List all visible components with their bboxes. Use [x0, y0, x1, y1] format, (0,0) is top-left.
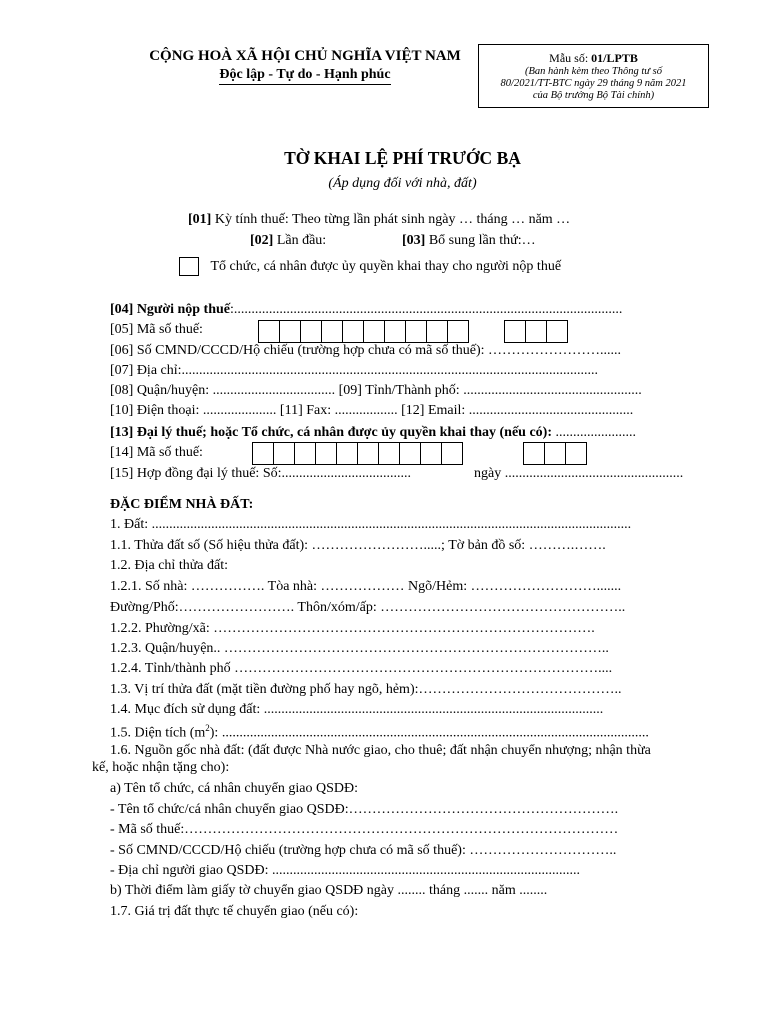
transferor-id-card-line: - Số CMND/CCCD/Hộ chiếu (trường hợp chưa có mã số thuế): …………………………..: [110, 843, 617, 858]
form-code-box: [478, 44, 709, 108]
origin-line-cont: kế, hoặc nhận tặng cho):: [92, 760, 230, 775]
ward-line: 1.2.2. Phường/xã: ……………………………………………………………………….: [110, 621, 595, 636]
national-motto: [130, 48, 480, 85]
district-line: 1.2.3. Quận/huyện.. ………………………………………………………………………..: [110, 641, 609, 656]
form-note-line1: (Ban hành kèm theo Thông tư số: [525, 66, 662, 77]
form-note-line3: của Bộ trưởng Bộ Tài chính): [532, 90, 655, 101]
tax-id-label: [05] Mã số thuế:: [110, 322, 203, 337]
supplement-line: [03] Bổ sung lần thứ:…: [402, 233, 536, 248]
agent-tax-id-branch-boxes[interactable]: [523, 442, 586, 465]
transferor-address-line: - Địa chỉ người giao QSDĐ: ........................................................................................: [110, 863, 580, 878]
parcel-number-line: 1.1. Thửa đất số (Số hiệu thửa đất): …………………….....; Tờ bản đồ số: ……….…….: [110, 538, 606, 553]
address-line: [07] Địa chỉ:.......................................................................................................................: [110, 363, 599, 378]
parcel-address-heading: 1.2. Địa chỉ thửa đất:: [110, 558, 229, 573]
street-line: Đường/Phố:……………………. Thôn/xóm/ấp: ……………………………………………..: [110, 600, 626, 615]
tax-id-boxes[interactable]: [258, 320, 468, 343]
authorized-line: [179, 257, 561, 276]
house-number-line: 1.2.1. Số nhà: ……………. Tòa nhà: ……………… Ngõ/Hẻm: ……………………….......: [110, 579, 622, 594]
document-title: TỜ KHAI LỆ PHÍ TRƯỚC BẠ: [284, 148, 521, 168]
land-heading: ĐẶC ĐIỂM NHÀ ĐẤT:: [110, 497, 254, 512]
tax-period-line: [01] Kỳ tính thuế: Theo từng lần phát sinh ngày … tháng … năm …: [188, 212, 571, 227]
land-purpose-line: 1.4. Mục đích sử dụng đất: .................................................................................................: [110, 702, 604, 717]
country-name: CỘNG HOÀ XÃ HỘI CHỦ NGHĨA VIỆT NAM: [149, 48, 461, 64]
national-slogan: Độc lập - Tự do - Hạnh phúc: [219, 67, 390, 85]
id-card-line: [06] Số CMND/CCCD/Hộ chiếu (trường hợp chưa có mã số thuế): ……………………......: [110, 343, 621, 358]
authorized-label: Tổ chức, cá nhân được ủy quyền khai thay cho người nộp thuế: [210, 258, 562, 274]
transferor-tax-id-line: - Mã số thuế:…………………………………………………………………………………: [110, 822, 619, 837]
taxpayer-line: [04] Người nộp thuế:...............................................................................................................: [110, 302, 623, 317]
transfer-date-line: b) Thời điểm làm giấy tờ chuyển giao QSDĐ ngày ........ tháng ....... năm ........: [110, 883, 548, 898]
contract-line: [15] Hợp đồng đại lý thuế: Số:.....................................: [110, 466, 411, 481]
transferor-heading: a) Tên tổ chức, cá nhân chuyển giao QSDĐ:: [110, 781, 358, 796]
agent-tax-id-boxes[interactable]: [252, 442, 462, 465]
agent-line: [13] Đại lý thuế; hoặc Tổ chức, cá nhân được ủy quyền khai thay (nếu có): .......................: [110, 425, 637, 440]
document-subtitle: (Áp dụng đối với nhà, đất): [328, 176, 477, 191]
transfer-value-line: 1.7. Giá trị đất thực tế chuyển giao (nếu có):: [110, 904, 359, 919]
phone-fax-email-line: [10] Điện thoại: ..................... [11] Fax: .................. [12] Email: ...............................................: [110, 403, 634, 418]
land-line: 1. Đất: .........................................................................................................................................: [110, 517, 632, 532]
agent-tax-id-label: [14] Mã số thuế:: [110, 445, 203, 460]
tax-id-branch-boxes[interactable]: [504, 320, 567, 343]
contract-date: ngày ...................................................: [474, 466, 684, 481]
first-time-line: [02] Lần đầu:: [250, 233, 327, 248]
province-line: 1.2.4. Tỉnh/thành phố ……………………………………………………………………....: [110, 661, 613, 676]
parcel-position-line: 1.3. Vị trí thửa đất (mặt tiền đường phố hay ngõ, hẻm):……………………………………..: [110, 682, 622, 697]
authorized-checkbox[interactable]: [179, 257, 199, 276]
form-code: Mẫu số: 01/LPTB: [549, 51, 638, 65]
form-note-line2: 80/2021/TT-BTC ngày 29 tháng 9 năm 2021: [500, 78, 687, 89]
transferor-name-line: - Tên tổ chức/cá nhân chuyển giao QSDĐ:………………………………………………….: [110, 802, 619, 817]
origin-line: 1.6. Nguồn gốc nhà đất: (đất được Nhà nước giao, cho thuê; đất nhận chuyển nhượng; nhận thừa: [110, 743, 651, 758]
area-line: 1.5. Diện tích $(m^2)$: ..........................................................................................................................: [110, 723, 649, 741]
district-province-line: [08] Quận/huyện: ................................... [09] Tỉnh/Thành phố: ...................................................: [110, 383, 642, 398]
